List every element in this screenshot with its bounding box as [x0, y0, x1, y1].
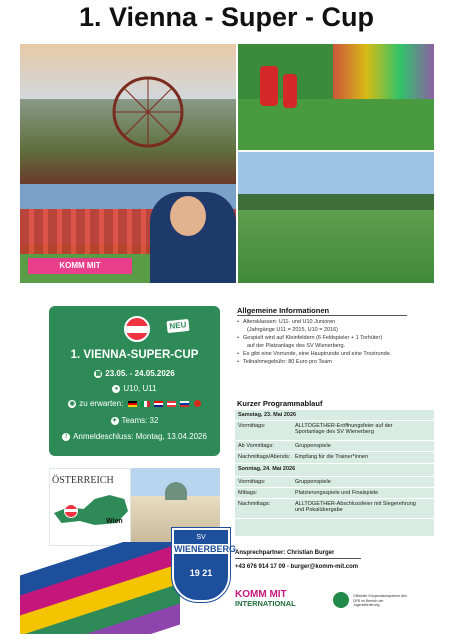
germany-flag-icon — [128, 401, 137, 407]
croatia-flag-icon — [154, 401, 163, 407]
page-title: 1. Vienna - Super - Cup — [78, 2, 375, 32]
badge-name: WIENERBERG — [174, 544, 237, 554]
program-row — [235, 421, 434, 441]
international-text: INTERNATIONAL — [235, 599, 296, 608]
program-day: Sonntag, 24. Mai 2026 — [238, 465, 296, 472]
globe-icon: ◉ — [69, 400, 75, 407]
info-item: • Es gibt eine Vorrunde, eine Hauptrunde und eine Trostrunde. — [237, 350, 407, 358]
switzerland-flag-icon — [194, 400, 201, 407]
program-time: Vormittags: — [238, 423, 266, 429]
badge-year: 19 21 — [189, 568, 213, 578]
event-card — [49, 306, 220, 456]
deadline-row — [49, 432, 220, 441]
program-table — [235, 410, 434, 536]
program-event: Platzierungsspiele und Finalspiele — [295, 489, 379, 496]
program-heading: Kurzer Programmablauf — [237, 399, 323, 408]
program-time: Nachmittags: — [238, 501, 271, 508]
map-title: ÖSTERREICH — [52, 475, 114, 486]
info-item: • Gespielt wird auf Kleinfeldern (6 Feldspieler + 1 Torhüter) — [237, 334, 407, 342]
program-event: Gruppenspiele — [295, 478, 331, 485]
person-icon: ● — [112, 385, 120, 393]
program-row — [235, 488, 434, 499]
program-row — [235, 452, 434, 463]
program-time: Nachmittags/Abends: — [238, 454, 291, 461]
event-title: 1. VIENNA-SUPER-CUP — [70, 349, 199, 361]
komm-mit-text: KOMM MIT — [235, 589, 287, 600]
komm-mit-banner: KOMM MIT — [28, 258, 132, 274]
football-player-photo — [238, 44, 434, 150]
new-badge: NEU — [166, 319, 189, 333]
program-time: Vormittags: — [238, 478, 266, 485]
austria-flag-icon — [124, 316, 150, 342]
contact-line: +43 676 914 17 09 - burger@komm-mit.com — [235, 564, 359, 570]
teams-icon: ✦ — [112, 417, 118, 424]
deadline: Anmeldeschluss: Montag, 13.04.2026 — [73, 432, 207, 441]
program-event: Empfang für die Trainer*innen — [295, 454, 369, 461]
program-time: Mittags: — [238, 489, 258, 496]
program-row — [235, 499, 434, 519]
program-row — [235, 441, 434, 452]
program-row — [235, 410, 434, 421]
austria-mini-flag-icon — [167, 401, 176, 407]
ferris-wheel-icon — [108, 72, 188, 152]
program-event: ALLTOGETHER-Eröffnungsfeier auf der Sportanlage des SV Wienerberg — [295, 423, 393, 435]
dfb-text: Offizieller Kooperationspartner des DFB im Bereich der Jugendförderung — [353, 594, 407, 607]
austria-map — [49, 468, 131, 546]
program-event: ALLTOGETHER-Abschlussfeier mit Siegerehrung und Pokalübergabe — [295, 501, 416, 514]
contact-heading: Ansprechpartner: Christian Burger — [235, 550, 361, 559]
age-row — [49, 384, 220, 393]
stadium-photo — [238, 152, 434, 283]
ferris-wheel-photo — [20, 44, 236, 184]
calendar-icon: ▦ — [95, 370, 102, 377]
program-row — [235, 477, 434, 488]
event-dates-row — [49, 369, 220, 378]
badge-sv: SV — [196, 534, 206, 541]
info-list — [237, 318, 407, 378]
info-heading: Allgemeine Informationen — [237, 306, 330, 315]
info-item: • Teilnahmegebühr: 80 Euro pro Team — [237, 358, 407, 366]
komm-mit-logo — [235, 590, 296, 608]
program-row — [235, 464, 434, 477]
program-time: Ab Vormittags: — [238, 443, 274, 449]
map-city: Wien — [106, 518, 123, 525]
info-item: auf der Platzanlage des SV Wienerberg. — [247, 343, 346, 349]
program-event: Gruppenspiele — [295, 443, 331, 449]
info-item: (Jahrgänge U11 = 2015, U10 = 2016) — [247, 327, 339, 333]
dfb-logo-icon — [333, 592, 349, 608]
program-day: Samstag, 23. Mai 2026 — [238, 412, 297, 418]
map-flag-icon — [64, 504, 78, 518]
contact-block — [235, 550, 361, 570]
wienerberg-logo — [172, 528, 237, 602]
expected-row — [49, 399, 220, 408]
divider — [237, 315, 407, 316]
color-stripes — [20, 542, 180, 634]
slovenia-flag-icon — [180, 401, 189, 407]
italy-flag-icon — [141, 401, 150, 407]
info-item: • Altersklassen: U11- und U10 Junioren — [237, 318, 407, 326]
age-classes: U10, U11 — [123, 384, 157, 393]
teams-row — [49, 416, 220, 425]
teams-count: Teams: 32 — [121, 416, 159, 425]
event-dates: 23.05. - 24.05.2026 — [105, 369, 175, 378]
expected-label: zu erwarten: — [79, 399, 124, 408]
alert-icon: ! — [62, 433, 70, 441]
